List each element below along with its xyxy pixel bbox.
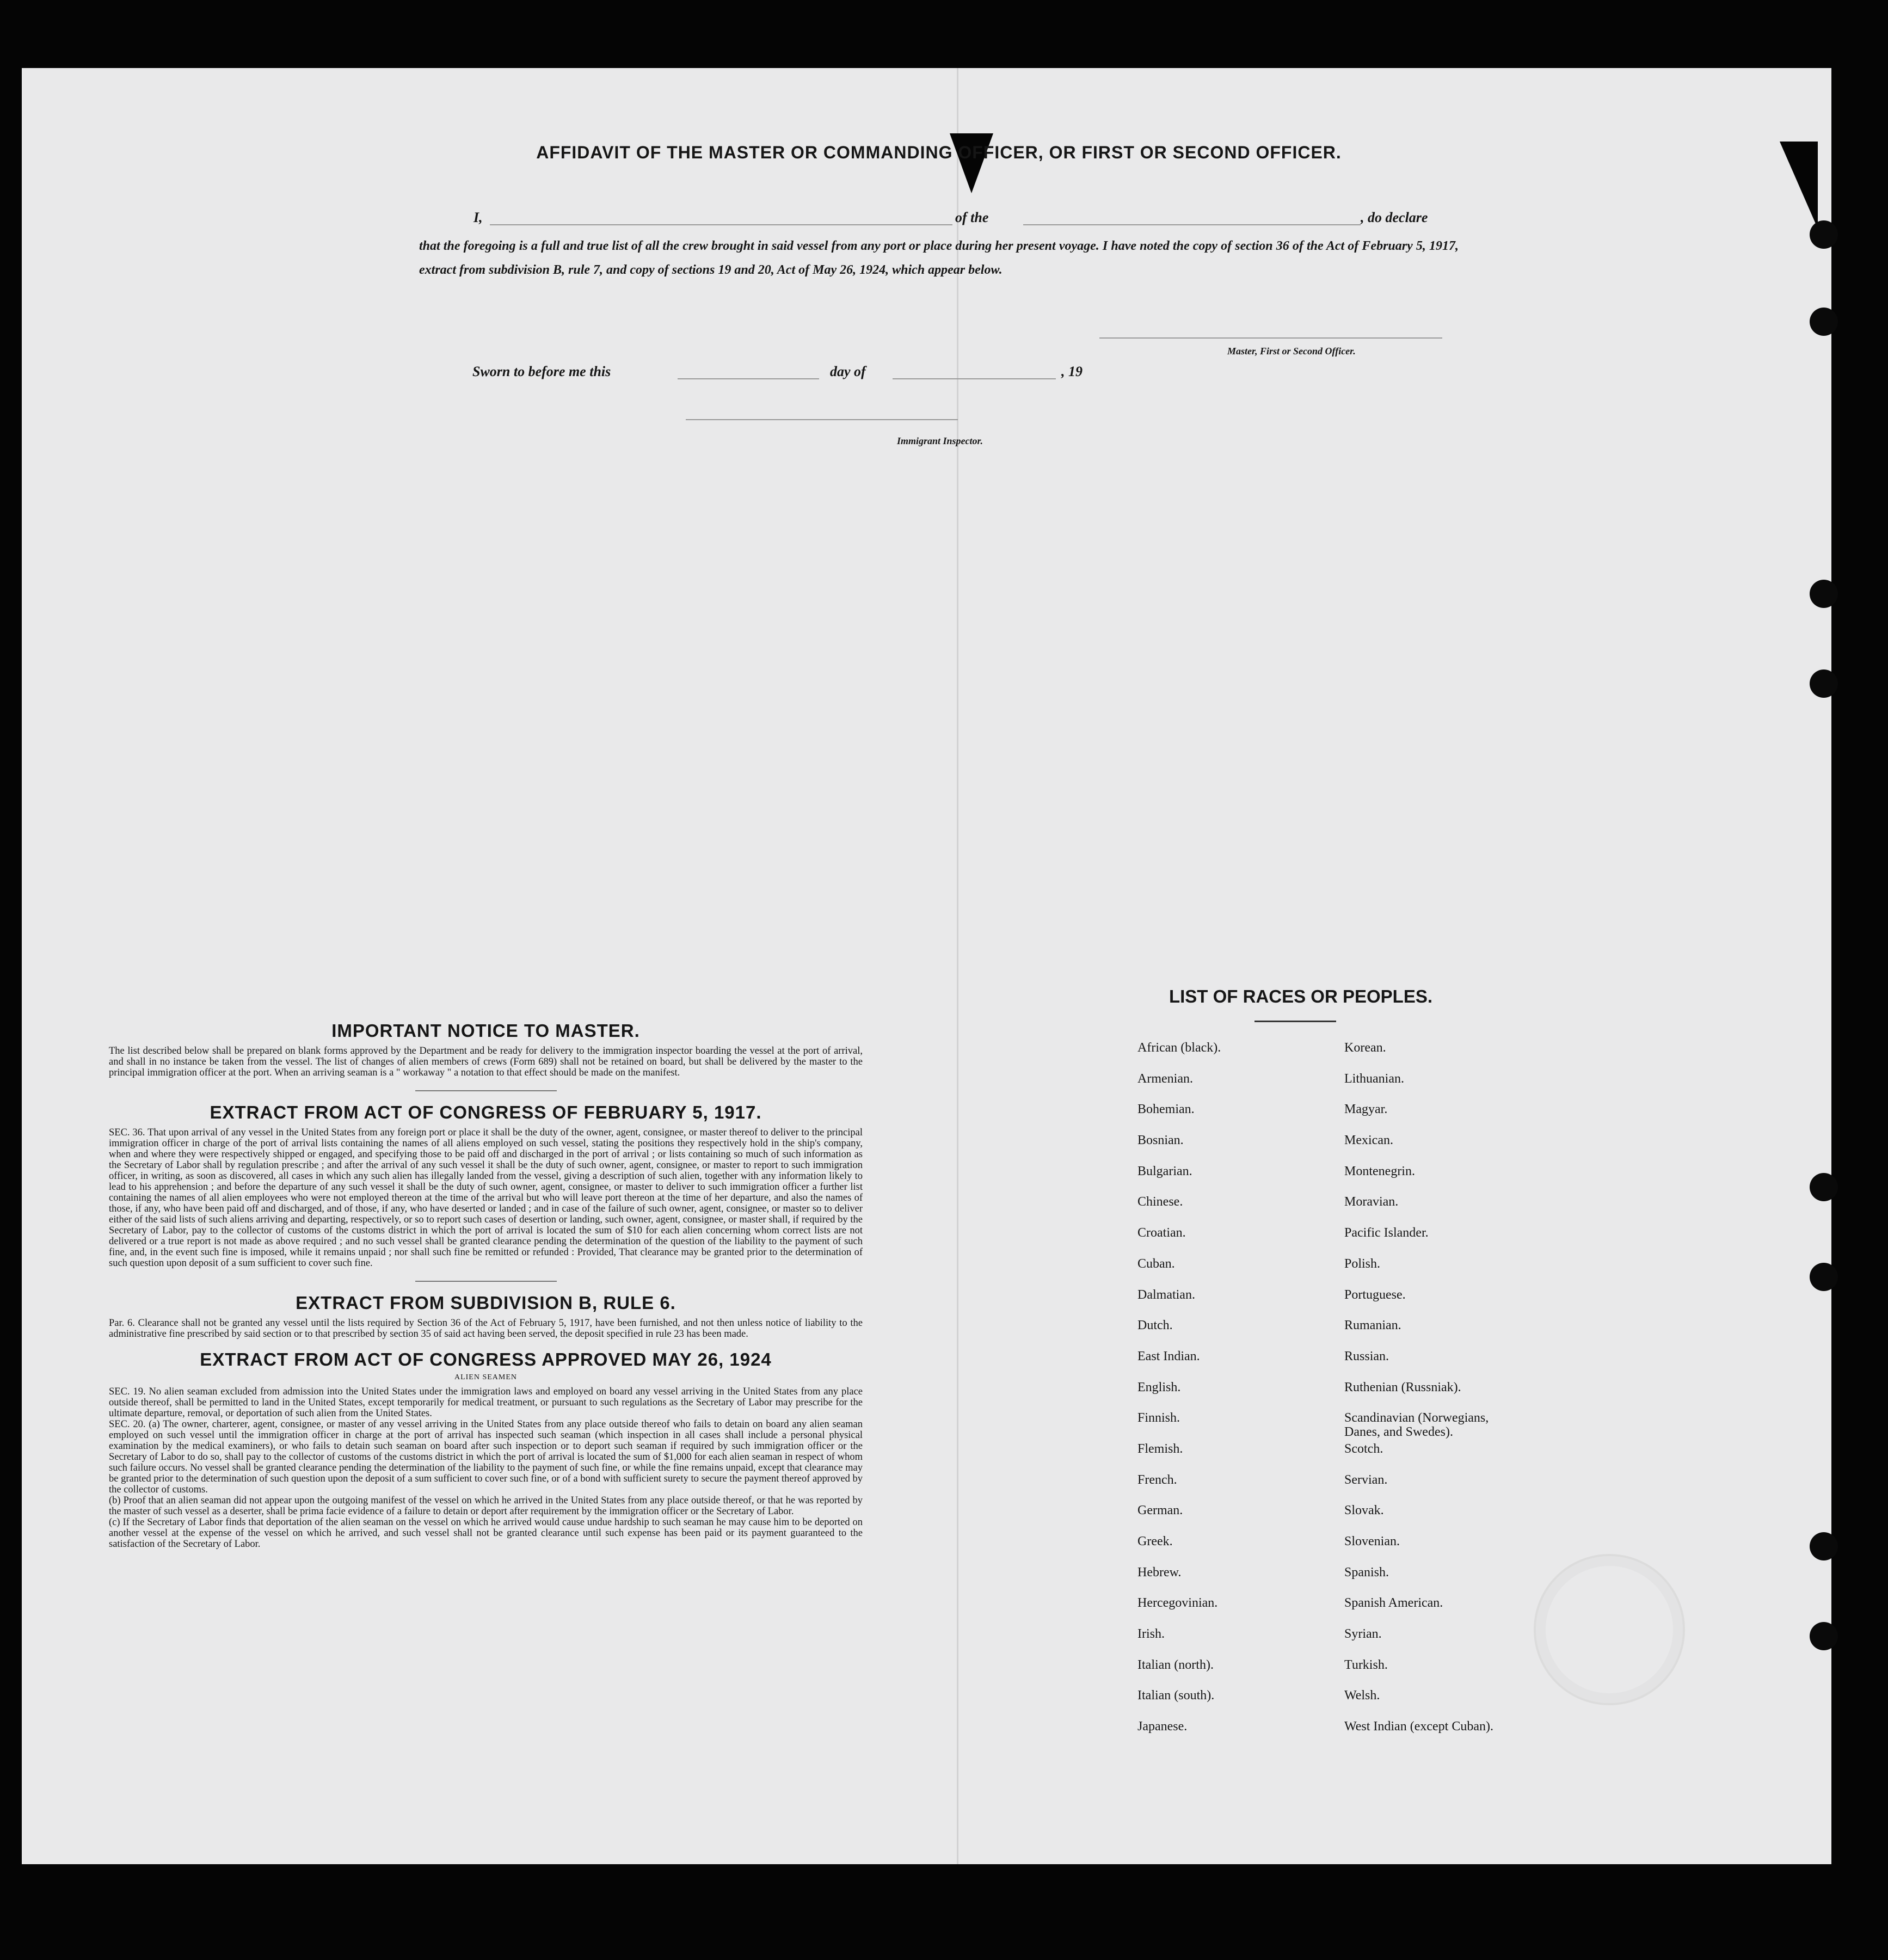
race-list-item: German.	[1137, 1503, 1183, 1518]
subdivision-b-text: Par. 6. Clearance shall not be granted any vessel until the lists required by Section 36 of the Act of February 5, 1917, have been furnished, and not then unless notice of liability to the administrative fine prescribed by said section or to that prescribed by section 35 of said act having been served, the deposit specified in rule 23 has been made.	[109, 1318, 863, 1340]
race-list-item: African (black).	[1137, 1041, 1221, 1055]
races-right-column	[1344, 1041, 1493, 1750]
punch-hole	[1810, 1622, 1838, 1650]
section-divider	[415, 1090, 557, 1091]
race-list-item: Welsh.	[1344, 1688, 1380, 1703]
embossed-seal	[1534, 1554, 1685, 1705]
race-list-item: Slovak.	[1344, 1503, 1384, 1518]
race-list-item: Dutch.	[1137, 1318, 1173, 1333]
affidavit-declare-label: , do declare	[1361, 210, 1428, 225]
punch-hole	[1810, 1532, 1838, 1560]
race-list-item: Japanese.	[1137, 1719, 1188, 1734]
races-title-underline	[1254, 1021, 1336, 1022]
race-list-item: Syrian.	[1344, 1627, 1382, 1642]
race-list-item: Turkish.	[1344, 1657, 1388, 1672]
notice-text: The list described below shall be prepared on blank forms approved by the Department and be ready for delivery to the immigration inspector boarding the vessel at the port of arrival, and shall in no instance be taken from the vessel. The list of changes of alien members of crews (Form 689) shall not be retained on board, but shall be delivered by the master to the principal immigration officer at the port. When an arriving seaman is a " workaway " a notation to that effect should be made on the manifest.	[109, 1046, 863, 1078]
race-list-item: French.	[1137, 1472, 1177, 1487]
race-list-item: Armenian.	[1137, 1071, 1193, 1086]
extract-1917-text: SEC. 36. That upon arrival of any vessel in the United States from any foreign port or place it shall be the duty of the owner, agent, consignee, or master thereof to deliver to the principal immigration officer in charge of the port of arrival lists containing the names of all aliens employed on such vessel, stating the positions they respectively hold in the ship's company, when and where they were respectively shipped or engaged, and specifying those to be paid off and discharged in the port of arrival ; or lists containing so much of such information as the Secretary of Labor shall by regulation prescribe ; and after the arrival of any such vessel it shall be the duty of such owner, agent, consignee, or master to report to such immigration officer, in writing, as soon as discovered, all cases in which any such alien has illegally landed from the vessel, giving a description of such alien, together with any information likely to lead to his apprehension ; and before the departure of any such vessel it shall be the duty of such owner, agent, consignee, or master to deliver to such immigration officer a further list containing the names of all alien employees who were not employed thereon at the time of the arrival but who will leave port thereon at the time of her departure, and also the names of those, if any, who have been paid off and discharged, and of those, if any, who have deserted or landed ; and in case of the failure of such owner, agent, consignee, or master so to deliver either of the said lists of such aliens arriving and departing, respectively, or so to report such cases of desertion or landing, such owner, agent, consignee, or master shall, if required by the Secretary of Labor, pay to the collector of customs of the customs district in which the port of arrival is located the sum of $10 for each alien concerning whom correct lists are not delivered or a true report is not made as above required ; and no such vessel shall be granted clearance pending the determination of the question of the liability to the payment of such fine, and, in the event such fine is imposed, while it remains unpaid ; nor shall such fine be remitted or refunded : Provided, That clearance may be granted prior to the determination of such question upon deposit of a sum sufficient to cover such fine.	[109, 1127, 863, 1269]
sworn-day-line	[678, 378, 819, 379]
race-list-item: Italian (south).	[1137, 1688, 1215, 1703]
sec-19-text: SEC. 19. No alien seaman excluded from admission into the United States under the immigration laws and employed on board any vessel arriving in the United States from any place outside thereof, shall be permitted to land in the United States, except temporarily for medical treatment, or pursuant to such regulations as the Secretary of Labor may prescribe for the ultimate departure, removal, or deportation of such alien from the United States.	[109, 1386, 863, 1419]
race-list-item: Finnish.	[1137, 1411, 1180, 1426]
race-list-item: Lithuanian.	[1344, 1071, 1404, 1086]
race-list-item: East Indian.	[1137, 1349, 1200, 1363]
signature-line	[1099, 337, 1442, 339]
document-sheet	[22, 68, 1831, 1864]
sworn-year-label: , 19	[1061, 364, 1083, 379]
race-list-item: Mexican.	[1344, 1133, 1393, 1148]
sworn-day-label: day of	[830, 364, 866, 379]
sworn-month-line	[893, 378, 1056, 379]
race-list-item: Slovenian.	[1344, 1534, 1400, 1549]
race-list-item: Croatian.	[1137, 1226, 1186, 1240]
race-list-item: Magyar.	[1344, 1102, 1388, 1117]
race-list-item: Greek.	[1137, 1534, 1173, 1549]
race-list-item: Montenegrin.	[1344, 1164, 1415, 1178]
race-list-item: Polish.	[1344, 1256, 1381, 1271]
inspector-caption: Immigrant Inspector.	[897, 435, 983, 446]
race-list-item: West Indian (except Cuban).	[1344, 1719, 1493, 1734]
inspector-signature-line	[686, 419, 958, 420]
race-list-item: Korean.	[1344, 1041, 1386, 1055]
affidavit-body-text: that the foregoing is a full and true list of all the crew brought in said vessel from any port or place during her present voyage. I have noted the copy of section 36 of the Act of February 5, 1917, extract from subdivision B, rule 7, and copy of sections 19 and 20, Act of May 26, 1924, which appear below.	[419, 239, 1459, 277]
race-list-item: Rumanian.	[1344, 1318, 1401, 1333]
race-list-item: Russian.	[1344, 1349, 1389, 1363]
race-list-item: Bosnian.	[1137, 1133, 1184, 1148]
race-list-item: Moravian.	[1344, 1195, 1399, 1209]
affidavit-i-label: I,	[473, 210, 483, 225]
legal-notices-column	[109, 1021, 863, 1550]
name-blank-line	[490, 224, 952, 225]
punch-hole	[1810, 1173, 1838, 1201]
race-list-item: Italian (north).	[1137, 1657, 1214, 1672]
signature-caption: Master, First or Second Officer.	[1227, 346, 1356, 357]
sec-20a-text: SEC. 20. (a) The owner, charterer, agent, consignee, or master of any vessel arriving in the United States from any place outside thereof who fails to detain on board any alien seaman employed on such vessel until the immigration officer in charge at the port of arrival has inspected such seaman (which inspection in all cases shall include a personal physical examination by the medical examiners), or who fails to detain such seaman on board after such inspection or to deport such seaman if required by such immigration officer or the Secretary of Labor to do so, shall pay to the collector of customs of the customs district in which the port of arrival is located the sum of $1,000 for each alien seaman in respect of whom such failure occurs. No vessel shall be granted clearance pending the determination of the liability to the payment of such fine, or while the fine remains unpaid, except that clearance may be granted prior to the determination of such question upon the deposit of a sum sufficient to cover such fine, or of a bond with sufficient surety to secure the payment thereof approved by the collector of customs.	[109, 1419, 863, 1495]
punch-hole	[1810, 308, 1838, 336]
notice-heading: IMPORTANT NOTICE TO MASTER.	[331, 1021, 640, 1041]
races-title: LIST OF RACES OR PEOPLES.	[1169, 986, 1433, 1006]
race-list-item: Spanish American.	[1344, 1596, 1443, 1611]
punch-hole	[1810, 1263, 1838, 1291]
torn-corner	[1780, 142, 1818, 229]
race-list-item: Scandinavian (Norwegians, Danes, and Swedes).	[1344, 1411, 1489, 1440]
vessel-blank-line	[1023, 224, 1361, 225]
race-list-item: Chinese.	[1137, 1195, 1183, 1209]
affidavit-of-the-label: of the	[955, 210, 989, 225]
race-list-item: Cuban.	[1137, 1256, 1175, 1271]
race-list-item: Pacific Islander.	[1344, 1226, 1429, 1240]
affidavit-statement	[419, 234, 1459, 282]
race-list-item: Dalmatian.	[1137, 1287, 1195, 1302]
affidavit-title: AFFIDAVIT OF THE MASTER OR COMMANDING OFFICER, OR FIRST OR SECOND OFFICER.	[536, 143, 1342, 162]
punch-hole	[1810, 580, 1838, 608]
race-list-item: Bulgarian.	[1137, 1164, 1192, 1178]
extract-1924-heading: EXTRACT FROM ACT OF CONGRESS APPROVED MAY 26, 1924	[200, 1349, 772, 1369]
race-list-item: Spanish.	[1344, 1565, 1389, 1580]
race-list-item: Portuguese.	[1344, 1287, 1406, 1302]
race-list-item: Ruthenian (Russniak).	[1344, 1380, 1461, 1394]
race-list-item: Hercegovinian.	[1137, 1596, 1218, 1611]
alien-seamen-subheading: ALIEN SEAMEN	[454, 1373, 518, 1381]
punch-hole	[1810, 220, 1838, 249]
race-list-item: Scotch.	[1344, 1441, 1383, 1456]
race-list-item: Flemish.	[1137, 1441, 1183, 1456]
races-left-column	[1137, 1041, 1221, 1750]
race-list-item: Hebrew.	[1137, 1565, 1182, 1580]
race-list-item: Bohemian.	[1137, 1102, 1195, 1117]
center-fold	[957, 68, 958, 1864]
race-list-item: Irish.	[1137, 1627, 1165, 1642]
sec-20c-text: (c) If the Secretary of Labor finds that deportation of the alien seaman on the vessel on which he arrived would cause undue hardship to such seaman he may cause him to be deported on another vessel at the expense of the vessel on which he arrived, and such vessel shall not be granted clearance until such expense has been paid or its payment guaranteed to the satisfaction of the Secretary of Labor.	[109, 1517, 863, 1550]
extract-1917-heading: EXTRACT FROM ACT OF CONGRESS OF FEBRUARY 5, 1917.	[210, 1102, 762, 1122]
race-list-item: English.	[1137, 1380, 1181, 1394]
sworn-label: Sworn to before me this	[472, 364, 611, 379]
subdivision-b-heading: EXTRACT FROM SUBDIVISION B, RULE 6.	[296, 1293, 676, 1313]
punch-hole	[1810, 669, 1838, 698]
sec-20b-text: (b) Proof that an alien seaman did not appear upon the outgoing manifest of the vessel on which he arrived in the United States from any place outside thereof, or that he was reported by the master of such vessel as a deserter, shall be prima facie evidence of a failure to detain or deport after requirement by the immigration officer or the Secretary of Labor.	[109, 1495, 863, 1517]
race-list-item: Servian.	[1344, 1472, 1388, 1487]
section-divider	[415, 1281, 557, 1282]
